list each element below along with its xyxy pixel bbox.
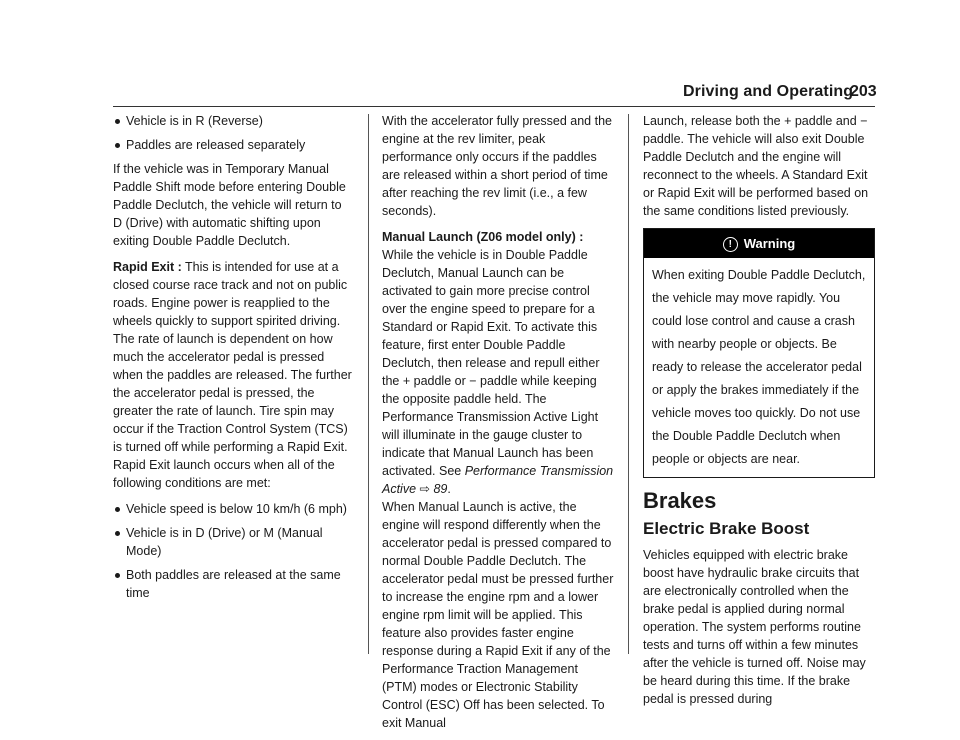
warning-box xyxy=(643,228,875,478)
paragraph xyxy=(382,228,614,732)
paragraph: Launch, release both the + paddle and − paddle. The vehicle will also exit Double Paddle Declutch and the engine will reconnect to the wheels. A Standard Exit or Rapid Exit will be performed based on the same conditions listed previously. xyxy=(643,114,869,218)
column-divider xyxy=(628,114,629,654)
column-2 xyxy=(382,112,614,740)
list-item: Both paddles are released at the same time xyxy=(113,566,353,602)
section-heading: Brakes xyxy=(643,488,717,513)
term-text: While the vehicle is in Double Paddle Declutch, Manual Launch can be activated to gain more precise control over the engine speed to prepare for a Standard or Rapid Exit. To activate this feature, first enter Double Paddle Declutch, then release and repull either the + paddle or − paddle while keeping the opposite paddle held. The Performance Transmission Active Light will illuminate in the gauge cluster to indicate that Manual Launch has been activated. See xyxy=(382,248,600,478)
cross-reference-page[interactable]: 89 xyxy=(433,482,448,496)
paragraph-continued: When Manual Launch is active, the engine will respond differently when the accelerator pedal is pressed compared to normal Double Paddle Declutch. The accelerator pedal must be pressed further to increase the engine rpm and a lower engine rpm limit will be applied. This feature also provides faster engine response during a Rapid Exit if any of the Performance Traction Management (PTM) modes or Electronic Stability Control (ESC) Off has been selected. To exit Manual xyxy=(382,500,614,730)
column-3 xyxy=(643,112,875,716)
term-label: Rapid Exit : xyxy=(113,260,182,274)
header-divider xyxy=(113,106,875,107)
warning-text: When exiting Double Paddle Declutch, the vehicle may move rapidly. You could lose control and cause a crash with nearby people or objects. Be ready to release the accelerator pedal or apply the brakes immediately if the vehicle moves too quickly. Do not use the Double Paddle Declutch when people or objects are near. xyxy=(652,268,866,466)
bullet-list xyxy=(113,112,353,154)
page-ref-icon: ⇨ xyxy=(416,482,434,496)
page-number: 203 xyxy=(850,83,877,100)
term-text: This is intended for use at a closed course race track and not on public roads. Engine power is reapplied to the wheels quickly to support spirited driving. The rate of launch is dependent on how much the accelerator pedal is pressed when the paddles are released. The further the accelerator pedal is pressed, the greater the rate of launch. Tire spin may occur if the Traction Control System (TCS) is turned off while performing a Rapid Exit. Rapid Exit launch occurs when all of the following conditions are met: xyxy=(113,260,352,490)
paragraph: If the vehicle was in Temporary Manual Paddle Shift mode before entering Double Paddle Declutch, the vehicle will return to D (Drive) with automatic shifting upon exiting Double Paddle Declutch. xyxy=(113,162,346,248)
warning-icon: ! xyxy=(723,237,738,252)
term-label: Manual Launch (Z06 model only) : xyxy=(382,230,584,244)
list-item: Paddles are released separately xyxy=(113,136,353,154)
list-item: Vehicle is in D (Drive) or M (Manual Mode) xyxy=(113,524,353,560)
paragraph: With the accelerator fully pressed and the engine at the rev limiter, peak performance only occurs if the paddles are released within a short period of time after reaching the rev limit (i.e., a few seconds). xyxy=(382,114,612,218)
subsection-heading: Electric Brake Boost xyxy=(643,519,810,538)
cross-reference-link[interactable]: Performance Transmission Active xyxy=(382,464,614,496)
list-item: Vehicle speed is below 10 km/h (6 mph) xyxy=(113,500,353,518)
warning-title: Warning xyxy=(743,236,796,251)
paragraph xyxy=(113,258,353,492)
column-divider xyxy=(368,114,369,654)
list-item: Vehicle is in R (Reverse) xyxy=(113,112,353,130)
section-title: Driving and Operating xyxy=(683,83,854,100)
paragraph: Vehicles equipped with electric brake boost have hydraulic brake circuits that are electronically controlled when the brake pedal is applied during normal operation. The system performs routine tests and turns off within a few minutes after the vehicle is turned off. Noise may be heard during this time. If the brake pedal is pressed during xyxy=(643,548,866,706)
bullet-list xyxy=(113,500,353,602)
ref-period: . xyxy=(447,482,451,496)
column-1 xyxy=(113,112,353,608)
warning-header xyxy=(644,229,874,258)
